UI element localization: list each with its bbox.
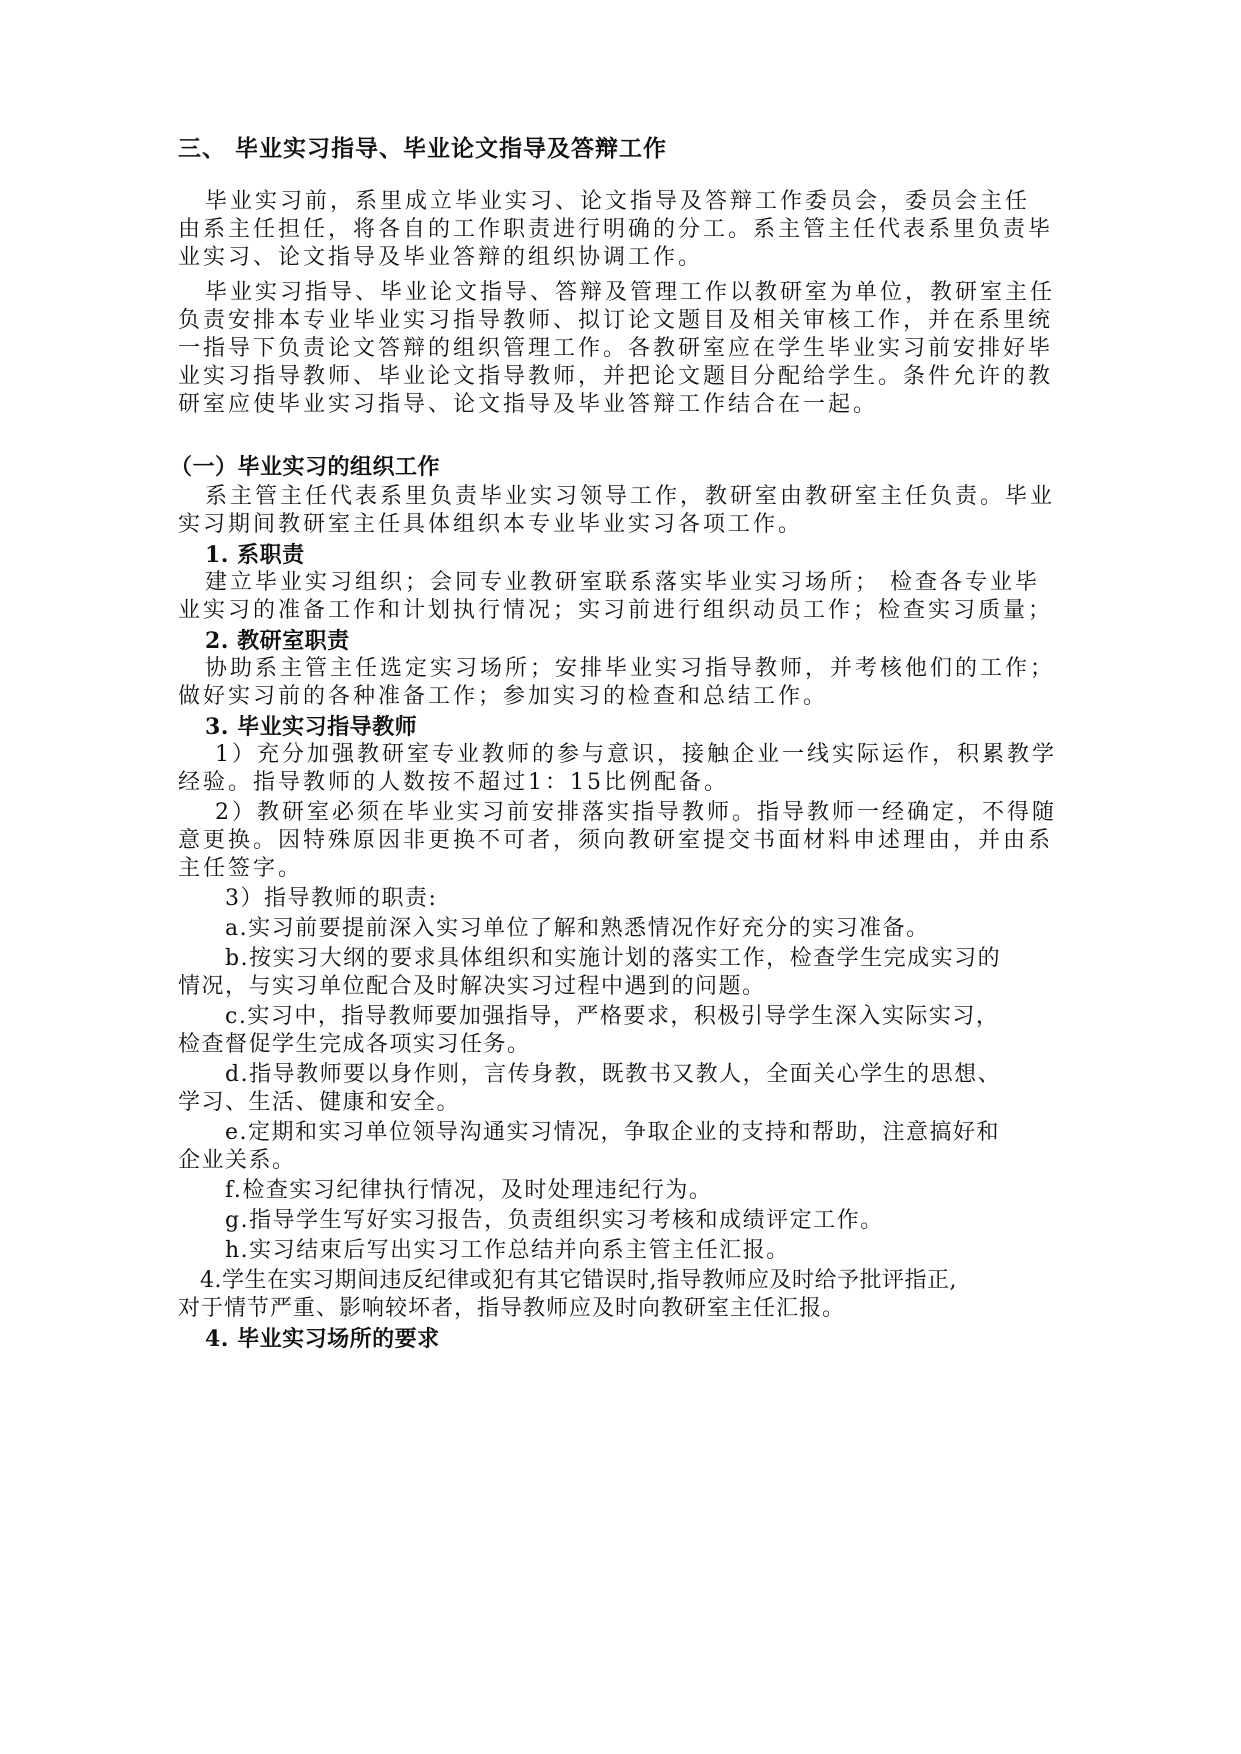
duty-e: e.定期和实习单位领导沟通实习情况，争取企业的支持和帮助，注意搞好和 — [225, 1120, 1001, 1145]
duty-h: h.实习结束后写出实习工作总结并向系主管主任汇报。 — [225, 1238, 790, 1263]
teacher-item-1: 1）充分加强教研室专业教师的参与意识，接触企业一线实际运作，积累教学 — [215, 742, 1057, 767]
teacher-item-3: 3）指导教师的职责: — [225, 886, 438, 911]
teacher-item-2: 主任签字。 — [178, 856, 304, 881]
intro-p2-line: 一指导下负责论文答辩的组织管理工作。各教研室应在学生毕业实习前安排好毕 — [178, 336, 1054, 361]
office-text-line: 做好实习前的各种准备工作；参加实习的检查和总结工作。 — [178, 684, 829, 709]
heading-dept-duties: 1. 系职责 — [205, 542, 305, 568]
item4-text-line: 对于情节严重、影响较坏者，指导教师应及时向教研室主任汇报。 — [178, 1296, 846, 1321]
sub-heading: （一）毕业实习的组织工作 — [170, 454, 441, 480]
intro-p1-line: 业实习、论文指导及毕业答辩的组织协调工作。 — [178, 245, 704, 270]
org-text-line: 系主管主任代表系里负责毕业实习领导工作，教研室由教研室主任负责。毕业 — [205, 484, 1056, 509]
intro-p1-line: 毕业实习前，系里成立毕业实习、论文指导及答辩工作委员会，委员会主任 — [205, 189, 1031, 214]
teacher-item-1: 经验。指导教师的人数按不超过1：15比例配备。 — [178, 770, 729, 795]
org-text-line: 实习期间教研室主任具体组织本专业毕业实习各项工作。 — [178, 512, 804, 537]
dept-text-line: 业实习的准备工作和计划执行情况；实习前进行组织动员工作；检查实习质量； — [178, 598, 1054, 623]
intro-p2-line: 负责安排本专业毕业实习指导教师、拟订论文题目及相关审核工作，并在系里统 — [178, 308, 1054, 333]
duty-d: d.指导教师要以身作则，言传身教，既教书又教人，全面关心学生的思想、 — [225, 1062, 1002, 1087]
item4-text-line: 4.学生在实习期间违反纪律或犯有其它错误时,指导教师应及时给予批评指正, — [200, 1268, 957, 1293]
intro-p1-line: 由系主任担任，将各自的工作职责进行明确的分工。系主管主任代表系里负责毕 — [178, 217, 1054, 242]
duty-g: g.指导学生写好实习报告，负责组织实习考核和成绩评定工作。 — [225, 1208, 884, 1233]
office-text-line: 协助系主管主任选定实习场所；安排毕业实习指导教师，并考核他们的工作； — [205, 656, 1056, 681]
duty-c: 检查督促学生完成各项实习任务。 — [178, 1032, 531, 1057]
heading-office-duties: 2. 教研室职责 — [205, 628, 350, 654]
duty-d: 学习、生活、健康和安全。 — [178, 1090, 461, 1115]
duty-c: c.实习中，指导教师要加强指导，严格要求，积极引导学生深入实际实习， — [225, 1004, 1000, 1029]
heading-instructor: 3. 毕业实习指导教师 — [205, 714, 418, 740]
duty-a: a.实习前要提前深入实习单位了解和熟悉情况作好充分的实习准备。 — [225, 916, 930, 941]
duty-b: b.按实习大纲的要求具体组织和实施计划的落实工作，检查学生完成实习的 — [225, 946, 1002, 971]
teacher-item-2: 2）教研室必须在毕业实习前安排落实指导教师。指导教师一经确定，不得随 — [215, 800, 1057, 825]
teacher-item-2: 意更换。因特殊原因非更换不可者，须向教研室提交书面材料申述理由，并由系 — [178, 828, 1054, 853]
intro-p2-line: 研室应使毕业实习指导、论文指导及毕业答辩工作结合在一起。 — [178, 392, 879, 417]
intro-p2-line: 业实习指导教师、毕业论文指导教师，并把论文题目分配给学生。条件允许的教 — [178, 364, 1054, 389]
duty-e: 企业关系。 — [178, 1148, 296, 1173]
heading-site-requirements: 4. 毕业实习场所的要求 — [205, 1326, 440, 1352]
duty-f: f.检查实习纪律执行情况，及时处理违纪行为。 — [225, 1178, 713, 1203]
dept-text-line: 建立毕业实习组织；会同专业教研室联系落实毕业实习场所； 检查各专业毕 — [205, 570, 1040, 595]
intro-p2-line: 毕业实习指导、毕业论文指导、答辩及管理工作以教研室为单位，教研室主任 — [205, 280, 1056, 305]
section-heading: 三、 毕业实习指导、毕业论文指导及答辩工作 — [178, 135, 668, 162]
duty-b: 情况，与实习单位配合及时解决实习过程中遇到的问题。 — [178, 974, 766, 999]
